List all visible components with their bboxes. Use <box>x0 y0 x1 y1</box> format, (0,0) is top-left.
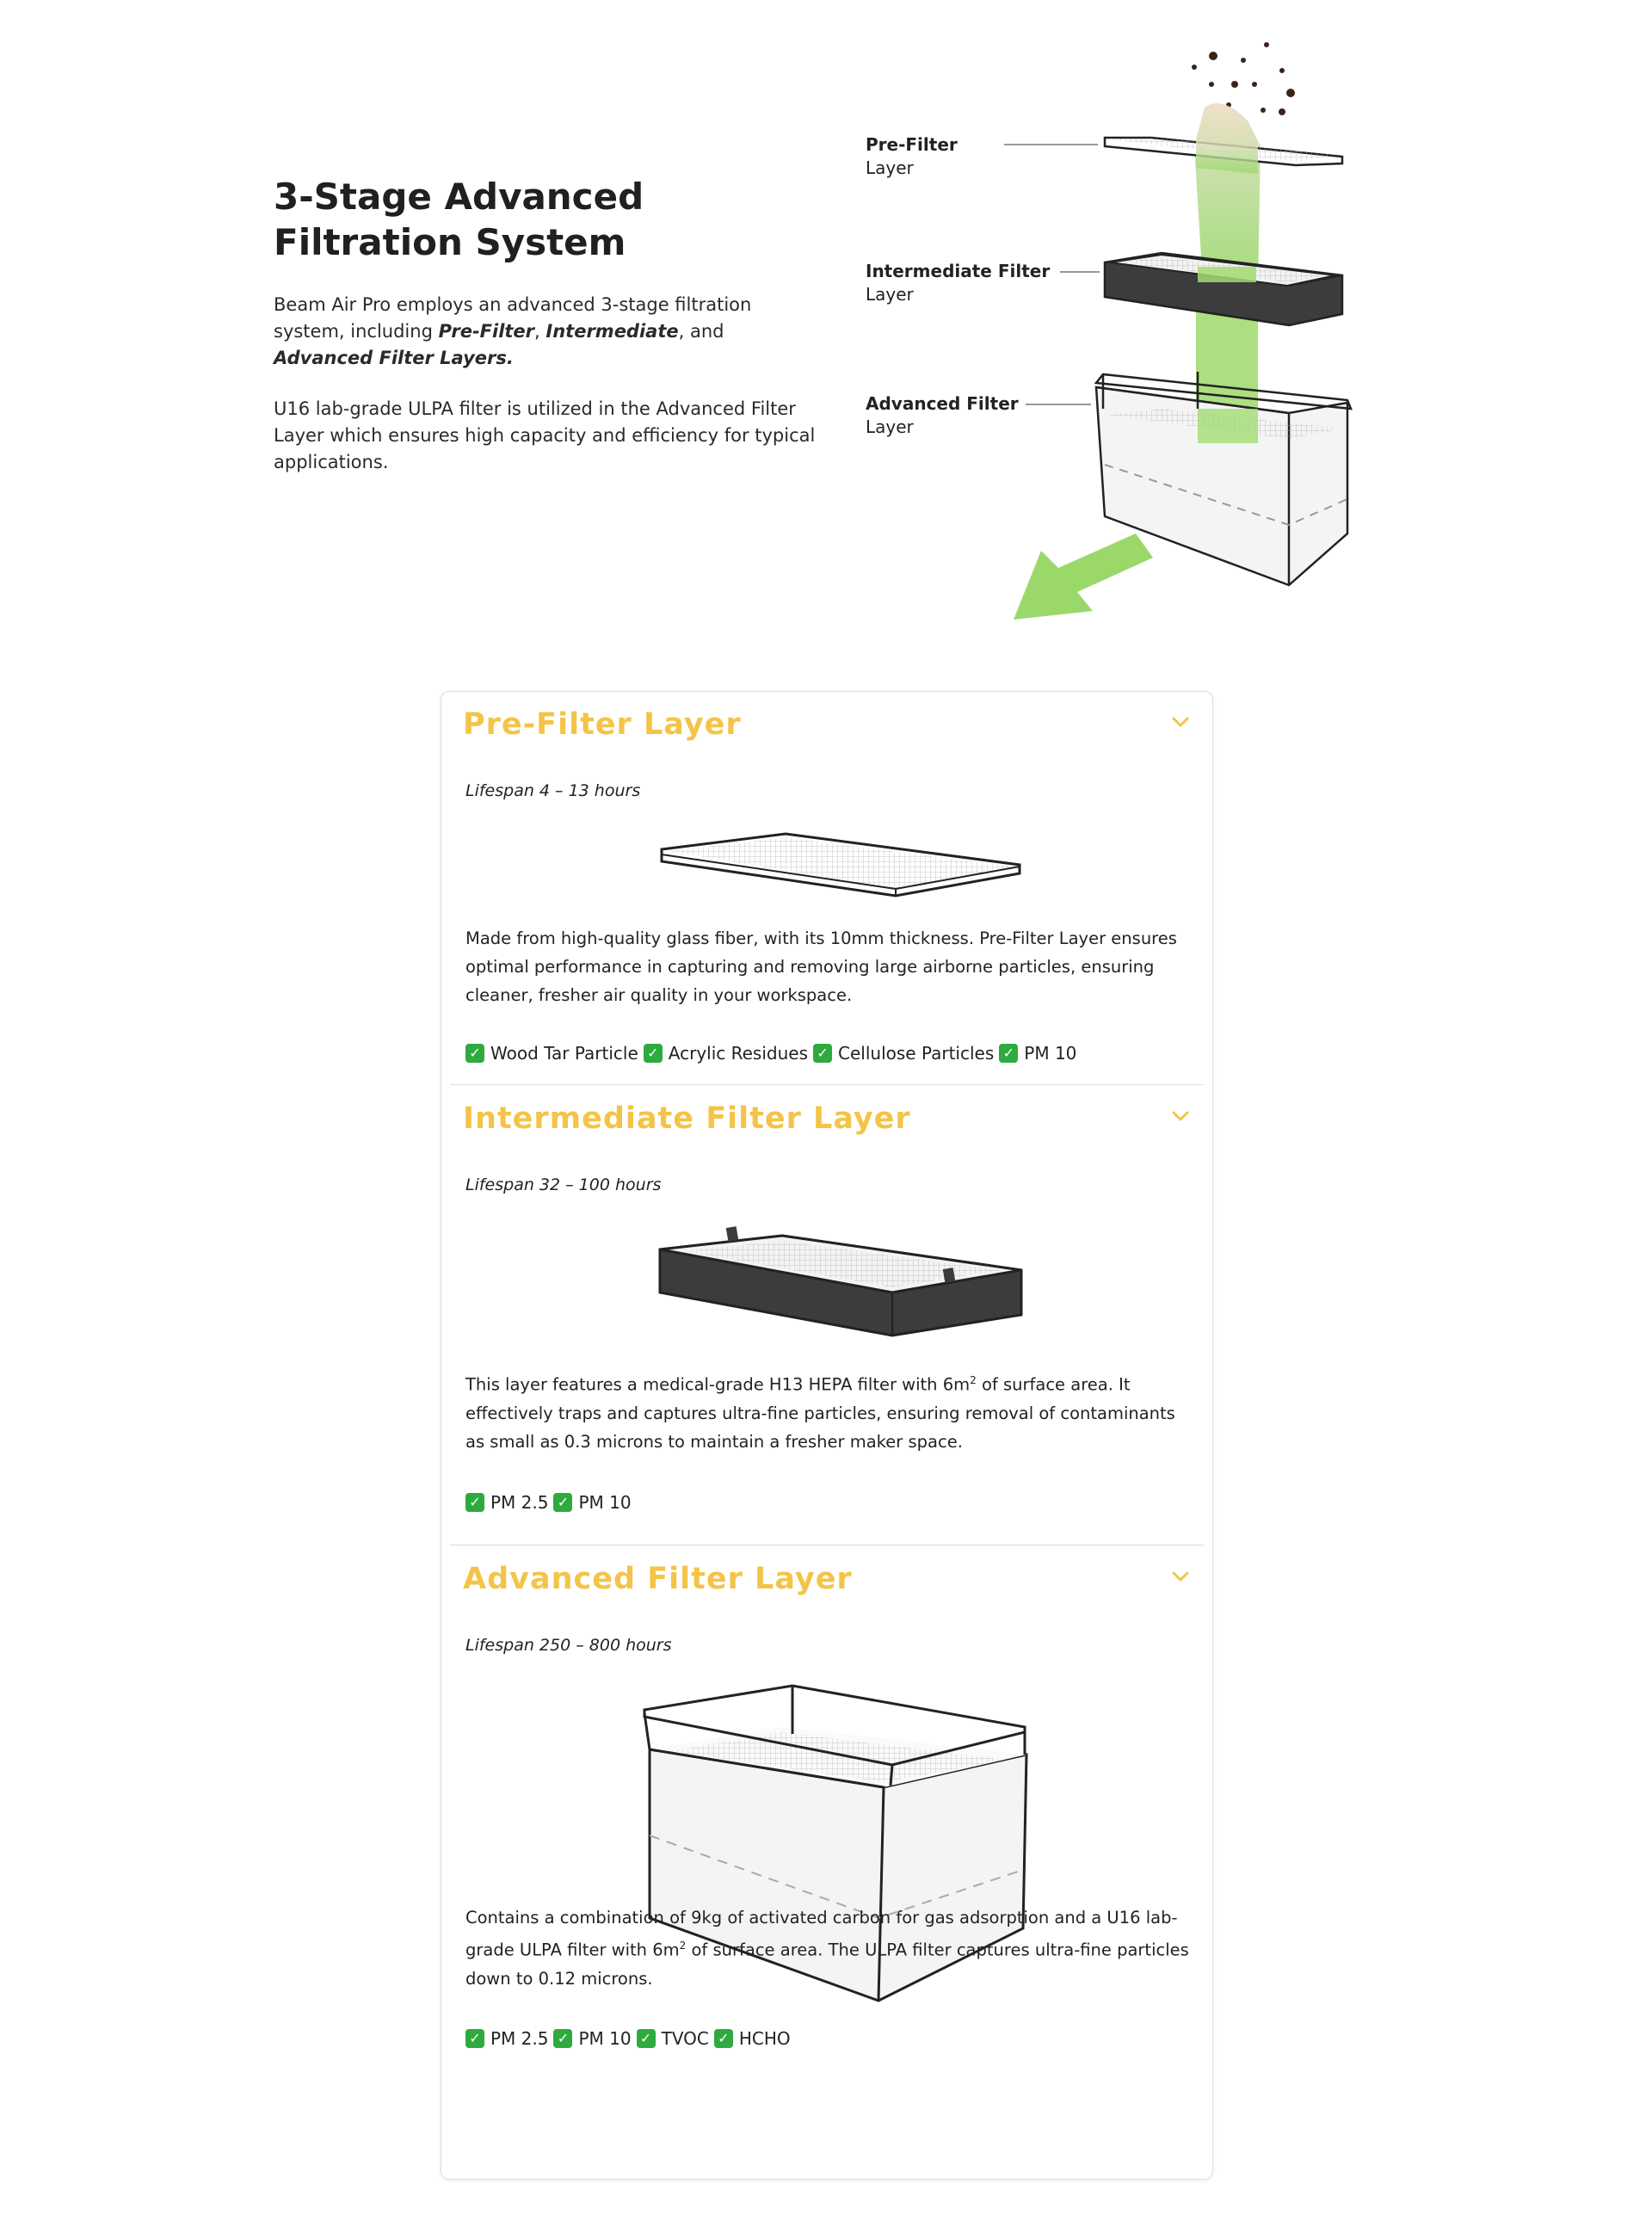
check-mark-icon: ✓ <box>813 1044 832 1063</box>
airflow-out-arrow-icon <box>1014 534 1153 620</box>
tag: ✓ Acrylic Residues <box>644 1043 808 1064</box>
dust-particles-icon <box>1192 42 1295 115</box>
check-mark-icon: ✓ <box>644 1044 663 1063</box>
diagram-label-intermediate-sub: Layer <box>866 284 914 305</box>
section-description: Made from high-quality glass fiber, with its 10mm thickness. Pre-Filter Layer ensures optimal performance in capturing and removing large airborne particles, ensuring cleaner, fresher air quality in your workspace. <box>465 928 1177 1005</box>
check-mark-icon: ✓ <box>999 1044 1018 1063</box>
tag: ✓ Wood Tar Particle <box>465 1043 638 1064</box>
diagram-label-pre: Pre-Filter <box>866 134 958 155</box>
pre-filter-image <box>656 825 1026 911</box>
intermediate-filter-image <box>655 1213 1030 1342</box>
tag: ✓ TVOC <box>637 2028 709 2049</box>
tag: ✓ PM 2.5 <box>465 1492 548 1513</box>
check-mark-icon: ✓ <box>637 2029 656 2048</box>
tag: ✓ PM 10 <box>553 2028 631 2049</box>
check-mark-icon: ✓ <box>553 2029 572 2048</box>
diagram-label-pre-sub: Layer <box>866 157 914 178</box>
airflow-beam <box>1194 103 1261 284</box>
pre-filter-section <box>450 692 1204 1083</box>
diagram-label-advanced-sub: Layer <box>866 416 914 437</box>
check-mark-icon: ✓ <box>465 1493 484 1512</box>
check-mark-icon: ✓ <box>714 2029 733 2048</box>
lifespan-text: Lifespan 4 – 13 hours <box>465 781 641 800</box>
tag: ✓ Cellulose Particles <box>813 1043 994 1064</box>
tag: ✓ PM 2.5 <box>465 2028 548 2049</box>
lifespan-text: Lifespan 32 – 100 hours <box>465 1175 662 1194</box>
section-heading[interactable]: Intermediate Filter Layer <box>463 1101 911 1136</box>
check-mark-icon: ✓ <box>465 1044 484 1063</box>
check-mark-icon: ✓ <box>553 1493 572 1512</box>
page-title: 3-Stage Advanced Filtration System <box>274 176 644 263</box>
tag: ✓ PM 10 <box>999 1043 1076 1064</box>
section-heading[interactable]: Advanced Filter Layer <box>463 1562 853 1596</box>
check-mark-icon: ✓ <box>465 2029 484 2048</box>
section-description: This layer features a medical-grade H13 HEPA filter with $6m^2$ of surface area. It effectively traps and captures ultra-fine particles, ensuring removal of contaminants as small as 0.3 microns to maintain a fresher maker space. <box>465 1374 1175 1452</box>
chevron-down-icon[interactable] <box>1168 1567 1193 1586</box>
chevron-down-icon[interactable] <box>1168 712 1193 731</box>
lifespan-text: Lifespan 250 – 800 hours <box>465 1636 672 1655</box>
ulpa-paragraph: U16 lab-grade ULPA filter is utilized in the Advanced Filter Layer which ensures high capacity and efficiency for typical applications. <box>274 398 816 472</box>
tag: ✓ HCHO <box>714 2028 791 2049</box>
filter-layers-accordion <box>441 691 1213 2180</box>
advanced-filter-section <box>450 1546 1204 2174</box>
filter-stack-diagram <box>852 17 1368 637</box>
section-heading[interactable]: Pre-Filter Layer <box>463 707 742 742</box>
diagram-label-advanced: Advanced Filter <box>866 393 1019 414</box>
intermediate-filter-section <box>450 1086 1204 1542</box>
intro-paragraph: Beam Air Pro employs an advanced 3-stage filtration system, including Pre-Filter, Intermediate, and Advanced Filter Layers. <box>274 294 752 368</box>
tag: ✓ PM 10 <box>553 1492 631 1513</box>
particle-tags <box>465 2028 791 2049</box>
divider <box>450 1084 1204 1085</box>
particle-tags <box>465 1043 1076 1064</box>
diagram-label-intermediate: Intermediate Filter <box>866 261 1051 281</box>
particle-tags <box>465 1492 632 1513</box>
section-description: Contains a combination of 9kg of activated carbon for gas adsorption and a U16 lab-grade ULPA filter with $6m^2$ of surface area. The ULPA filter captures ultra-fine particles down to 0.12 microns. <box>465 1908 1189 1989</box>
chevron-down-icon[interactable] <box>1168 1107 1193 1126</box>
